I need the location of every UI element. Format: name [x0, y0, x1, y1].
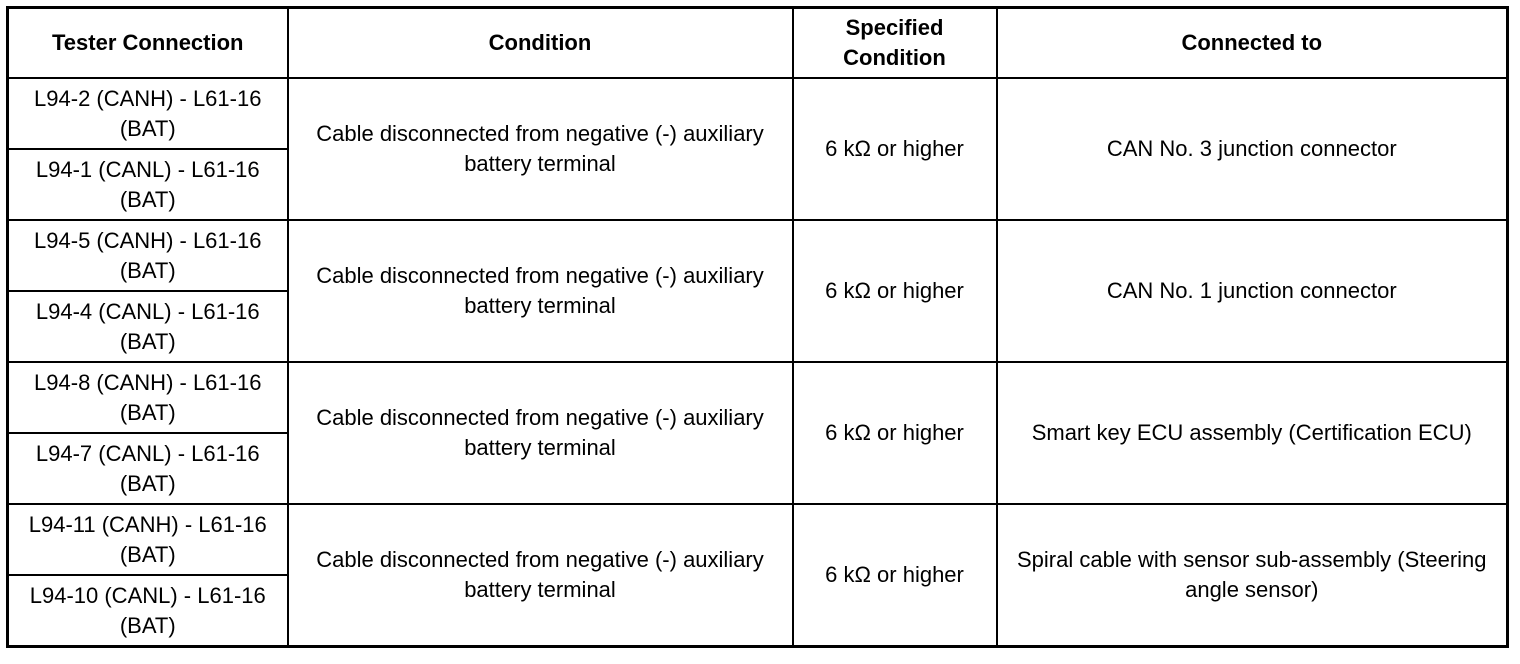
tester-connection-cell: L94-5 (CANH) - L61-16 (BAT): [8, 220, 288, 291]
resistance-spec-table: [6, 6, 1509, 648]
connected-to-cell: CAN No. 1 junction connector: [997, 220, 1508, 362]
condition-cell: Cable disconnected from negative (-) auxiliary battery terminal: [288, 362, 793, 504]
tester-connection-cell: L94-11 (CANH) - L61-16 (BAT): [8, 504, 288, 575]
condition-cell: Cable disconnected from negative (-) auxiliary battery terminal: [288, 220, 793, 362]
tester-connection-cell: L94-8 (CANH) - L61-16 (BAT): [8, 362, 288, 433]
tester-connection-cell: L94-2 (CANH) - L61-16 (BAT): [8, 78, 288, 149]
table-row: [8, 504, 1508, 575]
table-row: [8, 220, 1508, 291]
table-body: [8, 78, 1508, 647]
table-row: [8, 362, 1508, 433]
header-condition: Condition: [288, 8, 793, 79]
connected-to-cell: Smart key ECU assembly (Certification ECU): [997, 362, 1508, 504]
connected-to-cell: CAN No. 3 junction connector: [997, 78, 1508, 220]
spec-table-container: [6, 6, 1509, 648]
condition-cell: Cable disconnected from negative (-) auxiliary battery terminal: [288, 78, 793, 220]
tester-connection-cell: L94-4 (CANL) - L61-16 (BAT): [8, 291, 288, 362]
header-row: [8, 8, 1508, 79]
specified-condition-cell: 6 kΩ or higher: [793, 362, 997, 504]
connected-to-cell: Spiral cable with sensor sub-assembly (Steering angle sensor): [997, 504, 1508, 647]
tester-connection-cell: L94-7 (CANL) - L61-16 (BAT): [8, 433, 288, 504]
table-row: [8, 78, 1508, 149]
specified-condition-cell: 6 kΩ or higher: [793, 78, 997, 220]
tester-connection-cell: L94-1 (CANL) - L61-16 (BAT): [8, 149, 288, 220]
specified-condition-cell: 6 kΩ or higher: [793, 504, 997, 647]
specified-condition-cell: 6 kΩ or higher: [793, 220, 997, 362]
header-specified-condition: Specified Condition: [793, 8, 997, 79]
table-header: [8, 8, 1508, 79]
header-connected-to: Connected to: [997, 8, 1508, 79]
header-tester-connection: Tester Connection: [8, 8, 288, 79]
condition-cell: Cable disconnected from negative (-) auxiliary battery terminal: [288, 504, 793, 647]
tester-connection-cell: L94-10 (CANL) - L61-16 (BAT): [8, 575, 288, 647]
